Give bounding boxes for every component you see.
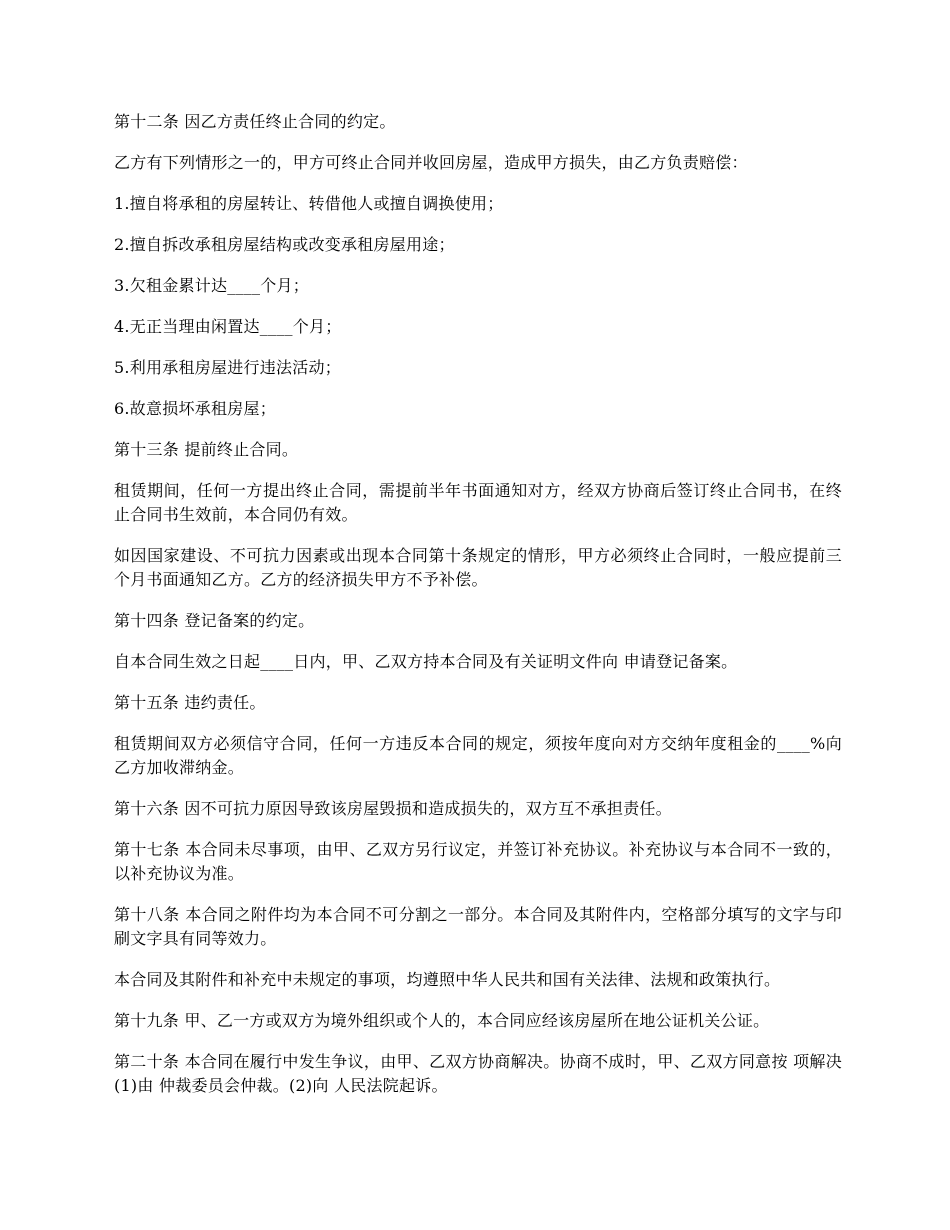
article-13-paragraph-2: 如因国家建设、不可抗力因素或出现本合同第十条规定的情形，甲方必须终止合同时，一般应提前三个月书面通知乙方。乙方的经济损失甲方不予补偿。 [114,546,842,589]
article-19-paragraph: 第十九条 甲、乙一方或双方为境外组织或个人的，本合同应经该房屋所在地公证机关公证。 [114,1011,770,1030]
article-12-heading: 第十二条 因乙方责任终止合同的约定。 [114,112,396,131]
article-12-item-1: 1.擅自将承租的房屋转让、转借他人或擅自调换使用； [114,194,504,213]
article-12-item-5: 5.利用承租房屋进行违法活动； [114,358,342,377]
article-12-item-6: 6.故意损坏承租房屋； [114,399,277,418]
legal-compliance-paragraph: 本合同及其附件和补充中未规定的事项，均遵照中华人民共和国有关法律、法规和政策执行。 [114,970,781,989]
article-17-paragraph: 第十七条 本合同未尽事项，由甲、乙双方另行议定，并签订补充协议。补充协议与本合同不一致的，以补充协议为准。 [114,840,842,883]
article-12-item-2: 2.擅自拆改承租房屋结构或改变承租房屋用途； [114,235,455,254]
article-14-paragraph: 自本合同生效之日起____日内，甲、乙双方持本合同及有关证明文件向 申请登记备案。 [114,652,738,671]
article-15-paragraph: 租赁期间双方必须信守合同，任何一方违反本合同的规定，须按年度向对方交纳年度租金的____%向乙方加收滞纳金。 [114,734,842,777]
article-14-heading: 第十四条 登记备案的约定。 [114,611,315,630]
article-18-paragraph: 第十八条 本合同之附件均为本合同不可分割之一部分。本合同及其附件内，空格部分填写的文字与印刷文字具有同等效力。 [114,905,842,948]
article-15-heading: 第十五条 违约责任。 [114,693,266,712]
article-12-intro: 乙方有下列情形之一的，甲方可终止合同并收回房屋，造成甲方损失，由乙方负责赔偿： [114,153,748,172]
article-16-paragraph: 第十六条 因不可抗力原因导致该房屋毁损和造成损失的，双方互不承担责任。 [114,799,672,818]
document-body [114,110,842,1098]
article-13-heading: 第十三条 提前终止合同。 [114,440,299,459]
article-12-item-3: 3.欠租金累计达____个月； [114,276,310,295]
article-13-paragraph-1: 租赁期间，任何一方提出终止合同，需提前半年书面通知对方，经双方协商后签订终止合同书，在终止合同书生效前，本合同仍有效。 [114,481,842,524]
article-20-paragraph: 第二十条 本合同在履行中发生争议，由甲、乙双方协商解决。协商不成时，甲、乙双方同意按 项解决(1)由 仲裁委员会仲裁。(2)向 人民法院起诉。 [114,1052,842,1095]
article-12-item-4: 4.无正当理由闲置达____个月； [114,317,342,336]
